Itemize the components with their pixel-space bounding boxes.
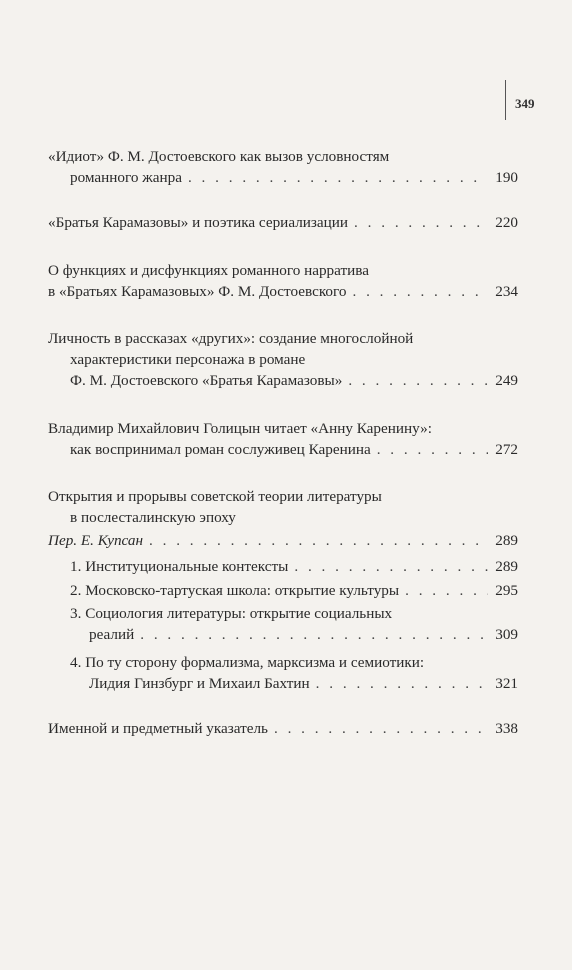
toc-entry-title: 3. Социология литературы: открытие социальных bbox=[70, 605, 393, 622]
toc-entry-title: в «Братьях Карамазовых» Ф. М. Достоевского bbox=[48, 283, 347, 300]
toc-entry-title: в послесталинскую эпоху bbox=[70, 509, 236, 526]
toc-page-number: 289 bbox=[495, 558, 518, 575]
toc-page-number: 272 bbox=[495, 441, 518, 458]
dot-leader bbox=[405, 580, 488, 601]
toc-entry bbox=[48, 486, 518, 528]
toc-page-number: 321 bbox=[495, 675, 518, 692]
dot-leader bbox=[188, 167, 488, 188]
translator-credit: Пер. Е. Купсан bbox=[48, 532, 144, 549]
toc-entry-title: 4. По ту сторону формализма, марксизма и семиотики: bbox=[70, 654, 425, 671]
toc-page-number: 234 bbox=[495, 283, 518, 300]
toc-entry bbox=[48, 530, 518, 551]
toc-entry-title: «Идиот» Ф. М. Достоевского как вызов условностям bbox=[48, 148, 390, 165]
toc-entry-title: 1. Институциональные контексты bbox=[70, 558, 289, 575]
dot-leader bbox=[377, 439, 488, 460]
toc-page-number: 295 bbox=[495, 582, 518, 599]
dot-leader bbox=[274, 718, 488, 739]
toc-page-number: 338 bbox=[495, 720, 518, 737]
toc-page-number: 249 bbox=[495, 372, 518, 389]
toc-page-number: 289 bbox=[495, 532, 518, 549]
toc-entry-title: реалий bbox=[89, 626, 135, 643]
header-rule bbox=[505, 80, 506, 120]
toc-entry-title: «Братья Карамазовы» и поэтика сериализации bbox=[48, 214, 349, 231]
dot-leader bbox=[140, 624, 488, 645]
toc-entry-title: 2. Московско-тартуская школа: открытие культуры bbox=[70, 582, 400, 599]
toc-entry bbox=[48, 146, 518, 188]
toc-entry-title: романного жанра bbox=[70, 169, 182, 186]
toc-entry-title: О функциях и дисфункциях романного нарратива bbox=[48, 262, 369, 279]
dot-leader bbox=[294, 556, 488, 577]
toc-entry-title: как воспринимал роман сослуживец Каренина bbox=[70, 441, 371, 458]
dot-leader bbox=[352, 281, 488, 302]
toc-entry-title: характеристики персонажа в романе bbox=[70, 351, 306, 368]
toc-entry-title: Владимир Михайлович Голицын читает «Анну Каренину»: bbox=[48, 420, 432, 437]
toc-page-number: 220 bbox=[495, 214, 518, 231]
toc-entry-title: Именной и предметный указатель bbox=[48, 720, 268, 737]
toc-entry bbox=[48, 212, 518, 233]
toc-entry bbox=[70, 603, 518, 645]
toc-entry-title: Личность в рассказах «других»: создание многослойной bbox=[48, 330, 414, 347]
toc-entry-title: Открытия и прорывы советской теории литературы bbox=[48, 488, 382, 505]
dot-leader bbox=[354, 212, 488, 233]
toc-entry bbox=[70, 556, 518, 577]
toc-entry bbox=[48, 418, 518, 460]
toc-entry bbox=[70, 580, 518, 601]
toc-entry bbox=[48, 718, 518, 739]
page-number: 349 bbox=[515, 96, 535, 111]
toc-entry-title: Лидия Гинзбург и Михаил Бахтин bbox=[89, 675, 310, 692]
toc-entry-title: Ф. М. Достоевского «Братья Карамазовы» bbox=[70, 372, 343, 389]
dot-leader bbox=[348, 370, 488, 391]
dot-leader bbox=[316, 673, 488, 694]
toc-entry bbox=[70, 652, 518, 694]
toc-entry bbox=[48, 328, 518, 391]
toc-entry bbox=[48, 260, 518, 302]
dot-leader bbox=[149, 530, 488, 551]
toc-page-number: 309 bbox=[495, 626, 518, 643]
toc-page-number: 190 bbox=[495, 169, 518, 186]
